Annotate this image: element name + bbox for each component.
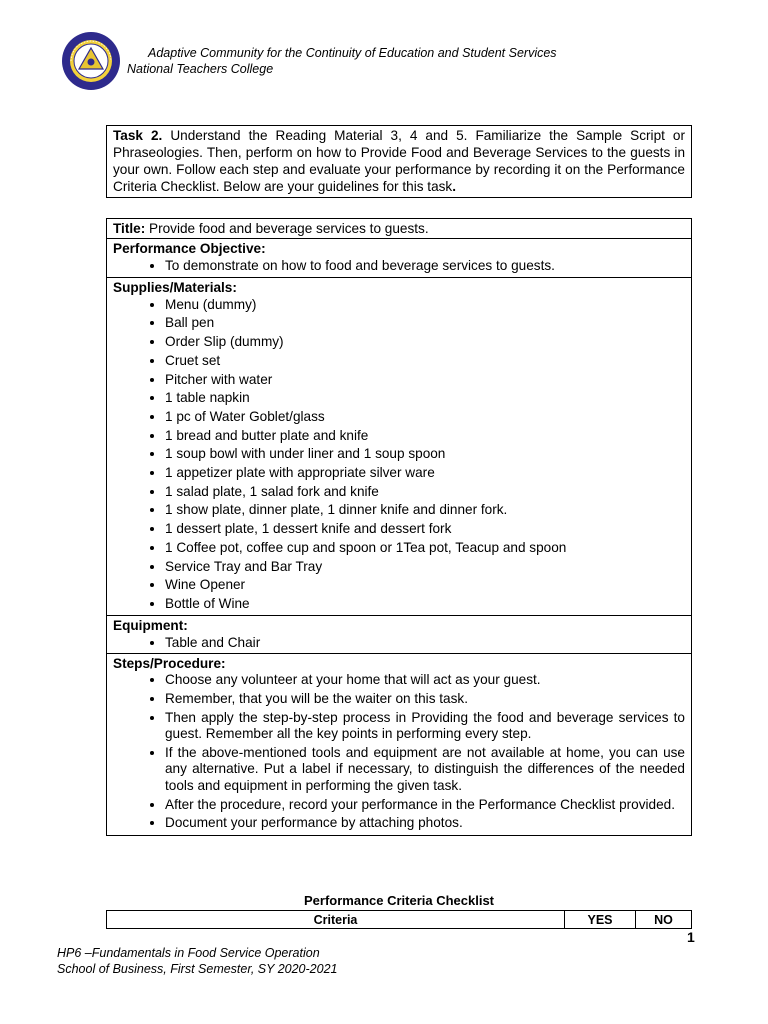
no-header: NO — [636, 911, 692, 929]
list-item: • 1 soup bowl with under liner and 1 soup spoon — [165, 445, 685, 464]
list-item: • Menu (dummy) — [165, 296, 685, 315]
list-item: • Bottle of Wine — [165, 595, 685, 614]
title-text: Provide food and beverage services to guests. — [145, 221, 429, 236]
college-seal-logo — [61, 31, 121, 91]
list-item: • Pitcher with water — [165, 371, 685, 390]
footer-line-1: HP6 –Fundamentals in Food Service Operation — [57, 946, 320, 960]
list-item: • Remember, that you will be the waiter on this task. — [165, 691, 685, 708]
list-item: • Table and Chair — [165, 634, 685, 653]
list-item: • 1 Coffee pot, coffee cup and spoon or 1Tea pot, Teacup and spoon — [165, 539, 685, 558]
list-item: • Document your performance by attaching photos. — [165, 815, 685, 832]
list-item: • To demonstrate on how to food and beverage services to guests. — [165, 257, 685, 276]
header-line-1: Adaptive Community for the Continuity of Education and Student Services — [148, 46, 557, 60]
steps-label: Steps/Procedure: — [113, 656, 226, 672]
header-line-2: National Teachers College — [127, 62, 274, 76]
equipment-label: Equipment: — [113, 617, 188, 633]
criteria-header: Criteria — [107, 911, 565, 929]
list-item: • 1 table napkin — [165, 389, 685, 408]
title-label: Title: — [113, 221, 146, 236]
task-instructions-box — [106, 125, 692, 198]
list-item: • 1 pc of Water Goblet/glass — [165, 408, 685, 427]
supplies-label: Supplies/Materials: — [113, 279, 237, 295]
task-label: Task 2. — [113, 128, 163, 143]
list-item: • Choose any volunteer at your home that will act as your guest. — [165, 672, 685, 689]
list-item: • Wine Opener — [165, 576, 685, 595]
yes-header: YES — [565, 911, 636, 929]
list-item: • Then apply the step-by-step process in Providing the food and beverage services to guest. Remember all the key points in performing every step. — [165, 710, 685, 743]
list-item: • Service Tray and Bar Tray — [165, 558, 685, 577]
list-item: • 1 salad plate, 1 salad fork and knife — [165, 483, 685, 502]
checklist-title: Performance Criteria Checklist — [303, 893, 495, 908]
task-end: . — [452, 179, 457, 194]
page-number: 1 — [687, 929, 695, 945]
list-item: • 1 appetizer plate with appropriate silver ware — [165, 464, 685, 483]
list-item: • 1 show plate, dinner plate, 1 dinner knife and dinner fork. — [165, 501, 685, 520]
table-header-row — [107, 911, 692, 929]
list-item: • After the procedure, record your performance in the Performance Checklist provided. — [165, 797, 685, 814]
task-text: Understand the Reading Material 3, 4 and 5. Familiarize the Sample Script or Phraseologies. Then, perform on how to Provide Food and Beverage Services to the guests in your own. Follow each step and evaluate your performance by recording it on the Performance Criteria Checklist. Below are your guidelines for this task — [113, 128, 685, 194]
list-item: • If the above-mentioned tools and equipment are not available at home, you can use any alternative. Put a label if necessary, to distinguish the differences of the needed tools and equipment in performing the given task. — [165, 745, 685, 795]
equipment-row — [107, 616, 691, 655]
list-item: • Order Slip (dummy) — [165, 333, 685, 352]
list-item: • Ball pen — [165, 314, 685, 333]
steps-row — [107, 654, 691, 834]
objective-label: Performance Objective: — [113, 241, 266, 256]
footer-line-2: School of Business, First Semester, SY 2020-2021 — [57, 962, 338, 976]
supplies-row — [107, 278, 691, 616]
guidelines-table — [106, 218, 692, 836]
title-row — [107, 219, 691, 239]
list-item: • 1 bread and butter plate and knife — [165, 427, 685, 446]
list-item: • 1 dessert plate, 1 dessert knife and dessert fork — [165, 520, 685, 539]
criteria-table — [106, 910, 692, 929]
list-item: • Cruet set — [165, 352, 685, 371]
objective-row — [107, 239, 691, 278]
